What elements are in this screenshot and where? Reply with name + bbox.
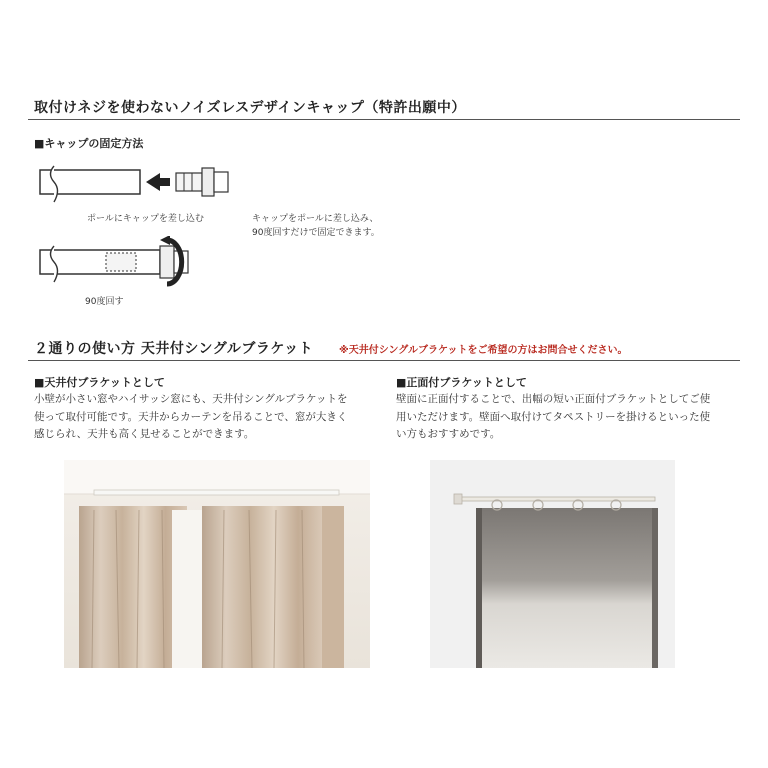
wall-rod [460,497,655,501]
wall-desc-line-3: い方もおすすめです。 [396,428,501,440]
step1-caption: ポールにキャップを差し込む [87,214,204,224]
section1-title: 取付けネジを使わないノイズレスデザインキャップ（特許出願中） [34,100,466,116]
inquiry-note: ※天井付シングルブラケットをご希望の方はお問合せください。 [339,345,628,356]
section2-title: ２通りの使い方 天井付シングルブラケット [34,341,314,357]
wall-tapestry-photo [430,460,675,668]
explanation-line-1: キャップをポールに差し込み、 [252,214,379,224]
ceiling-desc-line-2: 使って取付可能です。天井からカーテンを吊ることで、窓が大きく [34,410,348,423]
cap-flange-illustration-2 [160,246,174,278]
cap-flange-illustration [202,168,214,196]
rotate-cap-diagram [36,236,206,288]
section1-subtitle: ■キャップの固定方法 [34,137,144,150]
ceiling-desc-line-3: 感じられ、天井も高く見せることができます。 [34,428,255,440]
ceiling-desc-line-1: 小壁が小さい窓やハイサッシ窓にも、天井付シングルブラケットを [34,393,348,405]
curtain-left-panel [79,506,187,668]
section2-divider [28,360,740,361]
explanation-line-2: 90度回すだけで固定できます。 [252,228,380,238]
cap-plug-illustration [176,173,202,191]
wall-desc-line-1: 壁面に正面付することで、出幅の短い正面付ブラケットとしてご使 [396,393,711,405]
wall-desc-line-2: 用いただけます。壁面へ取付けてタペストリーを掛けるといった使 [396,410,711,423]
inserted-plug-illustration [106,253,136,271]
insert-cap-diagram [36,160,236,208]
ceiling-curtain-photo [64,460,370,668]
section1-divider [28,119,740,120]
sheer-curtain [172,510,204,668]
insert-arrow-icon [146,173,170,191]
wall-bracket-heading: ■正面付ブラケットとして [396,376,527,389]
step2-caption: 90度回す [85,297,124,307]
ceiling-rod [94,490,339,495]
cap-end-illustration [214,172,228,192]
ceiling-bracket-heading: ■天井付ブラケットとして [34,376,165,389]
tapestry-fabric [476,508,658,668]
